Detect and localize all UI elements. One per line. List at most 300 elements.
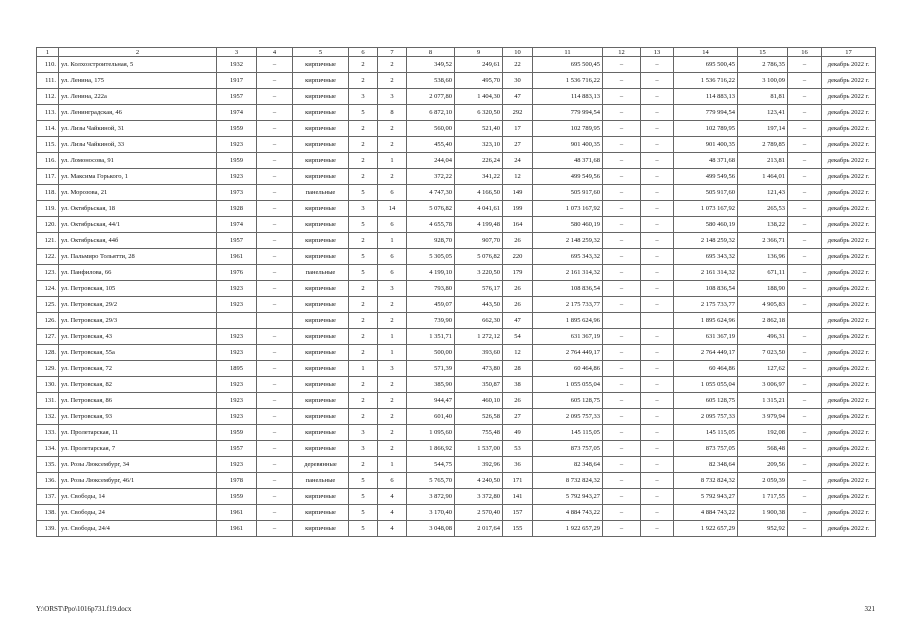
unused-cell: – [788,249,822,265]
floors-cell: 2 [349,281,378,297]
total-cost-cell: 2 175 733,77 [533,297,603,313]
residents-cell: 179 [503,265,533,281]
fund-cost-cell: – [603,201,641,217]
wall-material-cell: панельные [293,265,349,281]
total-cost-cell: 1 895 624,96 [533,313,603,329]
cost-per-sqm-cell: 3 979,94 [738,409,788,425]
column-number-cell: 15 [738,48,788,57]
unused-cell: – [788,201,822,217]
row-number-cell: 124. [37,281,59,297]
cost-per-sqm-cell: 213,81 [738,153,788,169]
cost-per-sqm-cell: 81,81 [738,89,788,105]
completion-date-cell: декабрь 2022 г. [822,441,876,457]
entrances-cell: 2 [378,377,407,393]
budget-cost-cell: – [641,457,674,473]
entrances-cell: 2 [378,409,407,425]
completion-date-cell: декабрь 2022 г. [822,201,876,217]
column-number-cell: 14 [674,48,738,57]
wall-material-cell: кирпичные [293,57,349,73]
year-reconstruction-cell [257,313,293,329]
entrances-cell: 1 [378,345,407,361]
unused-cell: – [788,57,822,73]
total-cost-cell: 695 343,32 [533,249,603,265]
cost-per-sqm-cell: 3 100,09 [738,73,788,89]
table-row [37,185,876,201]
residents-cell: 27 [503,137,533,153]
living-area-cell: 4 199,48 [455,217,503,233]
total-cost-cell: 2 764 449,17 [533,345,603,361]
total-area-cell: 3 872,90 [407,489,455,505]
unused-cell: – [788,265,822,281]
owner-cost-cell: 108 836,54 [674,281,738,297]
budget-cost-cell: – [641,441,674,457]
address-cell: ул. Ленина, 222а [59,89,217,105]
total-cost-cell: 108 836,54 [533,281,603,297]
owner-cost-cell: 873 757,05 [674,441,738,457]
floors-cell: 5 [349,105,378,121]
year-built-cell: 1923 [217,297,257,313]
total-cost-cell: 580 460,19 [533,217,603,233]
residents-cell: 157 [503,505,533,521]
owner-cost-cell: 2 095 757,33 [674,409,738,425]
table-row [37,441,876,457]
address-cell: ул. Петровская, 55а [59,345,217,361]
unused-cell: – [788,121,822,137]
completion-date-cell: декабрь 2022 г. [822,105,876,121]
completion-date-cell: декабрь 2022 г. [822,505,876,521]
floors-cell: 3 [349,89,378,105]
total-area-cell: 349,52 [407,57,455,73]
cost-per-sqm-cell: 952,92 [738,521,788,537]
address-cell: ул. Лизы Чайкиной, 31 [59,121,217,137]
wall-material-cell: кирпичные [293,505,349,521]
living-area-cell: 662,30 [455,313,503,329]
floors-cell: 2 [349,57,378,73]
row-number-cell: 123. [37,265,59,281]
year-built-cell: 1932 [217,57,257,73]
wall-material-cell: кирпичные [293,153,349,169]
table-row [37,105,876,121]
entrances-cell: 2 [378,441,407,457]
year-built-cell: 1923 [217,137,257,153]
address-cell: ул. Петровская, 29/3 [59,313,217,329]
table-row [37,457,876,473]
budget-cost-cell: – [641,73,674,89]
living-area-cell: 323,10 [455,137,503,153]
budget-cost-cell: – [641,505,674,521]
completion-date-cell: декабрь 2022 г. [822,265,876,281]
completion-date-cell: декабрь 2022 г. [822,393,876,409]
cost-per-sqm-cell: 197,14 [738,121,788,137]
budget-cost-cell: – [641,265,674,281]
owner-cost-cell: 8 732 824,32 [674,473,738,489]
floors-cell: 2 [349,345,378,361]
row-number-cell: 115. [37,137,59,153]
budget-cost-cell: – [641,329,674,345]
total-area-cell: 244,04 [407,153,455,169]
total-area-cell: 560,00 [407,121,455,137]
entrances-cell: 4 [378,489,407,505]
budget-cost-cell: – [641,281,674,297]
owner-cost-cell: 1 536 716,22 [674,73,738,89]
completion-date-cell: декабрь 2022 г. [822,57,876,73]
floors-cell: 5 [349,265,378,281]
total-area-cell: 5 076,82 [407,201,455,217]
column-number-cell: 10 [503,48,533,57]
owner-cost-cell: 145 115,05 [674,425,738,441]
living-area-cell: 2 017,64 [455,521,503,537]
address-cell: ул. Петровская, 86 [59,393,217,409]
fund-cost-cell: – [603,297,641,313]
entrances-cell: 1 [378,457,407,473]
total-cost-cell: 605 128,75 [533,393,603,409]
unused-cell: – [788,505,822,521]
floors-cell: 2 [349,457,378,473]
budget-cost-cell: – [641,361,674,377]
living-area-cell: 4 166,50 [455,185,503,201]
cost-per-sqm-cell: 121,43 [738,185,788,201]
budget-cost-cell: – [641,217,674,233]
table-row [37,377,876,393]
entrances-cell: 2 [378,57,407,73]
completion-date-cell: декабрь 2022 г. [822,457,876,473]
owner-cost-cell: 1 073 167,92 [674,201,738,217]
year-reconstruction-cell: – [257,201,293,217]
residents-cell: 26 [503,297,533,313]
unused-cell: – [788,73,822,89]
total-area-cell: 372,22 [407,169,455,185]
wall-material-cell: кирпичные [293,329,349,345]
year-reconstruction-cell: – [257,473,293,489]
wall-material-cell: кирпичные [293,361,349,377]
total-cost-cell: 2 095 757,33 [533,409,603,425]
year-built-cell: 1959 [217,489,257,505]
row-number-cell: 129. [37,361,59,377]
year-built-cell: 1923 [217,281,257,297]
unused-cell: – [788,185,822,201]
unused-cell: – [788,89,822,105]
column-number-cell: 5 [293,48,349,57]
column-number-cell: 7 [378,48,407,57]
row-number-cell: 114. [37,121,59,137]
floors-cell: 3 [349,425,378,441]
total-area-cell: 2 077,80 [407,89,455,105]
total-area-cell: 5 765,70 [407,473,455,489]
total-cost-cell: 60 464,86 [533,361,603,377]
total-cost-cell: 505 917,60 [533,185,603,201]
budget-cost-cell: – [641,121,674,137]
address-cell: ул. Свободы, 24/4 [59,521,217,537]
year-reconstruction-cell: – [257,329,293,345]
cost-per-sqm-cell: 2 786,35 [738,57,788,73]
column-number-cell: 16 [788,48,822,57]
total-cost-cell: 779 994,54 [533,105,603,121]
cost-per-sqm-cell: 209,56 [738,457,788,473]
year-reconstruction-cell: – [257,361,293,377]
row-number-cell: 122. [37,249,59,265]
residents-cell: 22 [503,57,533,73]
living-area-cell: 226,24 [455,153,503,169]
table-row [37,297,876,313]
column-number-cell: 8 [407,48,455,57]
address-cell: ул. Пролетарская, 11 [59,425,217,441]
row-number-cell: 138. [37,505,59,521]
year-built-cell: 1961 [217,249,257,265]
fund-cost-cell: – [603,265,641,281]
cost-per-sqm-cell: 1 464,01 [738,169,788,185]
address-cell: ул. Петровская, 82 [59,377,217,393]
row-number-cell: 110. [37,57,59,73]
housing-register-table [36,47,876,537]
completion-date-cell: декабрь 2022 г. [822,473,876,489]
wall-material-cell: кирпичные [293,393,349,409]
entrances-cell: 2 [378,137,407,153]
floors-cell: 5 [349,249,378,265]
unused-cell: – [788,281,822,297]
residents-cell: 141 [503,489,533,505]
entrances-cell: 6 [378,473,407,489]
entrances-cell: 2 [378,297,407,313]
living-area-cell: 907,70 [455,233,503,249]
year-reconstruction-cell: – [257,393,293,409]
entrances-cell: 2 [378,393,407,409]
completion-date-cell: декабрь 2022 г. [822,233,876,249]
year-reconstruction-cell: – [257,105,293,121]
total-area-cell: 601,40 [407,409,455,425]
year-built-cell [217,313,257,329]
address-cell: ул. Розы Люксембург, 46/1 [59,473,217,489]
year-reconstruction-cell: – [257,249,293,265]
floors-cell: 2 [349,297,378,313]
column-number-cell: 3 [217,48,257,57]
owner-cost-cell: 1 895 624,96 [674,313,738,329]
unused-cell: – [788,345,822,361]
fund-cost-cell: – [603,281,641,297]
residents-cell: 36 [503,457,533,473]
address-cell: ул. Октябрьская, 44б [59,233,217,249]
column-number-cell: 9 [455,48,503,57]
year-built-cell: 1957 [217,89,257,105]
total-area-cell: 4 747,30 [407,185,455,201]
budget-cost-cell: – [641,105,674,121]
year-reconstruction-cell: – [257,345,293,361]
year-reconstruction-cell: – [257,57,293,73]
residents-cell: 53 [503,441,533,457]
budget-cost-cell: – [641,489,674,505]
year-reconstruction-cell: – [257,217,293,233]
table-row [37,89,876,105]
year-built-cell: 1978 [217,473,257,489]
budget-cost-cell: – [641,377,674,393]
address-cell: ул. Морозова, 21 [59,185,217,201]
year-built-cell: 1957 [217,233,257,249]
budget-cost-cell: – [641,89,674,105]
wall-material-cell: кирпичные [293,345,349,361]
column-number-cell: 17 [822,48,876,57]
year-built-cell: 1923 [217,169,257,185]
completion-date-cell: декабрь 2022 г. [822,425,876,441]
living-area-cell: 1 537,00 [455,441,503,457]
row-number-cell: 128. [37,345,59,361]
table-row [37,505,876,521]
total-cost-cell: 82 348,64 [533,457,603,473]
cost-per-sqm-cell: 496,31 [738,329,788,345]
completion-date-cell: декабрь 2022 г. [822,489,876,505]
fund-cost-cell: – [603,217,641,233]
year-reconstruction-cell: – [257,409,293,425]
total-area-cell: 4 655,78 [407,217,455,233]
wall-material-cell: панельные [293,473,349,489]
cost-per-sqm-cell: 192,08 [738,425,788,441]
year-built-cell: 1923 [217,457,257,473]
total-cost-cell: 4 884 743,22 [533,505,603,521]
completion-date-cell: декабрь 2022 г. [822,73,876,89]
fund-cost-cell: – [603,57,641,73]
living-area-cell: 443,50 [455,297,503,313]
completion-date-cell: декабрь 2022 г. [822,89,876,105]
owner-cost-cell: 779 994,54 [674,105,738,121]
row-number-cell: 126. [37,313,59,329]
living-area-cell: 2 570,40 [455,505,503,521]
fund-cost-cell: – [603,361,641,377]
table-row [37,57,876,73]
wall-material-cell: кирпичные [293,137,349,153]
fund-cost-cell: – [603,505,641,521]
year-reconstruction-cell: – [257,505,293,521]
row-number-cell: 111. [37,73,59,89]
unused-cell: – [788,489,822,505]
table-row [37,361,876,377]
floors-cell: 2 [349,121,378,137]
owner-cost-cell: 580 460,19 [674,217,738,233]
budget-cost-cell: – [641,169,674,185]
completion-date-cell: декабрь 2022 г. [822,377,876,393]
floors-cell: 2 [349,329,378,345]
table-row [37,345,876,361]
cost-per-sqm-cell: 2 862,18 [738,313,788,329]
total-area-cell: 1 351,71 [407,329,455,345]
completion-date-cell: декабрь 2022 г. [822,521,876,537]
budget-cost-cell: – [641,249,674,265]
floors-cell: 2 [349,169,378,185]
year-reconstruction-cell: – [257,521,293,537]
total-area-cell: 544,75 [407,457,455,473]
unused-cell: – [788,217,822,233]
total-area-cell: 385,90 [407,377,455,393]
floors-cell: 5 [349,217,378,233]
address-cell: ул. Свободы, 24 [59,505,217,521]
floors-cell: 2 [349,409,378,425]
year-reconstruction-cell: – [257,265,293,281]
unused-cell: – [788,393,822,409]
cost-per-sqm-cell: 3 006,97 [738,377,788,393]
cost-per-sqm-cell: 671,11 [738,265,788,281]
total-cost-cell: 102 789,95 [533,121,603,137]
row-number-cell: 125. [37,297,59,313]
unused-cell: – [788,377,822,393]
row-number-cell: 135. [37,457,59,473]
fund-cost-cell: – [603,425,641,441]
year-reconstruction-cell: – [257,377,293,393]
residents-cell: 171 [503,473,533,489]
living-area-cell: 521,40 [455,121,503,137]
row-number-cell: 121. [37,233,59,249]
residents-cell: 26 [503,281,533,297]
total-cost-cell: 499 549,56 [533,169,603,185]
year-built-cell: 1923 [217,377,257,393]
cost-per-sqm-cell: 4 905,83 [738,297,788,313]
column-number-cell: 11 [533,48,603,57]
year-built-cell: 1923 [217,409,257,425]
table-row [37,233,876,249]
living-area-cell: 3 372,80 [455,489,503,505]
budget-cost-cell: – [641,201,674,217]
completion-date-cell: декабрь 2022 г. [822,217,876,233]
register-sheet [36,47,875,537]
entrances-cell: 2 [378,73,407,89]
budget-cost-cell: – [641,521,674,537]
total-cost-cell: 1 055 055,04 [533,377,603,393]
residents-cell: 12 [503,169,533,185]
floors-cell: 2 [349,233,378,249]
unused-cell: – [788,297,822,313]
residents-cell: 164 [503,217,533,233]
wall-material-cell: кирпичные [293,249,349,265]
fund-cost-cell: – [603,249,641,265]
budget-cost-cell: – [641,345,674,361]
residents-cell: 54 [503,329,533,345]
fund-cost-cell: – [603,185,641,201]
wall-material-cell: кирпичные [293,489,349,505]
unused-cell: – [788,233,822,249]
year-built-cell: 1974 [217,105,257,121]
unused-cell: – [788,441,822,457]
living-area-cell: 755,48 [455,425,503,441]
residents-cell: 30 [503,73,533,89]
completion-date-cell: декабрь 2022 г. [822,281,876,297]
year-built-cell: 1928 [217,201,257,217]
address-cell: ул. Розы Люксембург, 34 [59,457,217,473]
cost-per-sqm-cell: 2 789,85 [738,137,788,153]
row-number-cell: 137. [37,489,59,505]
year-reconstruction-cell: – [257,425,293,441]
year-reconstruction-cell: – [257,169,293,185]
completion-date-cell: декабрь 2022 г. [822,153,876,169]
year-built-cell: 1957 [217,441,257,457]
floors-cell: 2 [349,73,378,89]
wall-material-cell: панельные [293,185,349,201]
living-area-cell: 1 404,30 [455,89,503,105]
floors-cell: 3 [349,201,378,217]
owner-cost-cell: 114 883,13 [674,89,738,105]
year-built-cell: 1959 [217,121,257,137]
table-row [37,249,876,265]
budget-cost-cell: – [641,233,674,249]
floors-cell: 1 [349,361,378,377]
budget-cost-cell: – [641,297,674,313]
floors-cell: 2 [349,313,378,329]
entrances-cell: 2 [378,313,407,329]
wall-material-cell: деревянные [293,457,349,473]
entrances-cell: 3 [378,361,407,377]
row-number-cell: 117. [37,169,59,185]
floors-cell: 2 [349,377,378,393]
completion-date-cell: декабрь 2022 г. [822,409,876,425]
living-area-cell: 4 240,50 [455,473,503,489]
wall-material-cell: кирпичные [293,105,349,121]
owner-cost-cell: 2 764 449,17 [674,345,738,361]
total-area-cell: 928,70 [407,233,455,249]
